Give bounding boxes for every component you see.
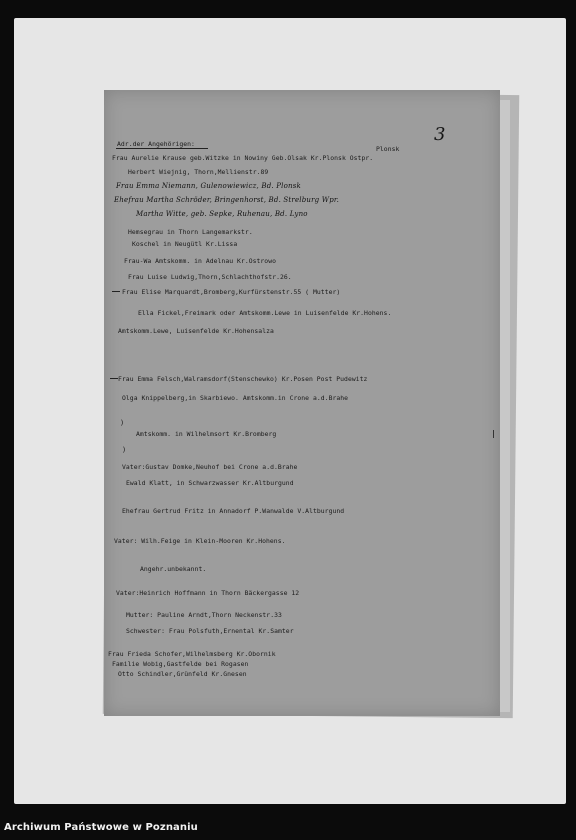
place-line: Plonsk <box>376 145 400 153</box>
header-line: Adr.der Angehörigen: <box>117 140 195 148</box>
bracket-mark: ) <box>122 446 127 454</box>
entry-line: Familie Wobig,Gastfelde bei Rogasen <box>112 660 249 668</box>
entry-line: Ewald Klatt, in Schwarzwasser Kr.Altburgund <box>126 479 294 487</box>
margin-tick <box>493 430 494 438</box>
entry-line: Ehefrau Gertrud Fritz in Annadorf P.Wanwalde V.Altburgund <box>122 507 345 515</box>
entry-line: Hemsegrau in Thorn Langemarkstr. <box>128 228 253 236</box>
entry-line: Vater:Gustav Domke,Neuhof bei Crone a.d.Brahe <box>122 463 298 471</box>
bracket-mark: ) <box>120 419 125 427</box>
margin-dash <box>112 291 120 292</box>
entry-line: Frau Emma Felsch,Walramsdorf(Stenschewko) Kr.Posen Post Pudewitz <box>118 375 368 383</box>
entry-line: Vater:Heinrich Hoffmann in Thorn Bäckergasse 12 <box>116 589 300 597</box>
page-number: 3 <box>434 124 446 145</box>
entry-line: Otto Schindler,Grünfeld Kr.Gnesen <box>118 670 247 678</box>
entry-line: Vater: Wilh.Feige in Klein-Mooren Kr.Hohens. <box>114 537 286 545</box>
entry-line: Frau Elise Marquardt,Bromberg,Kurfürstenstr.55 ( Mutter) <box>122 288 341 296</box>
handwritten-line: Ehefrau Martha Schröder, Bringenhorst, Bd. Strelburg Wpr. <box>114 196 340 204</box>
entry-line: Angehr.unbekannt. <box>140 565 207 573</box>
entry-line: Olga Knippelberg,in Skarbiewo. Amtskomm.in Crone a.d.Brahe <box>122 394 349 402</box>
entry-line: Frau Aurelie Krause geb.Witzke in Nowiny Geb.Olsak Kr.Plonsk Ostpr. <box>112 154 374 162</box>
entry-line: Mutter: Pauline Arndt,Thorn Neckenstr.33 <box>126 611 282 619</box>
entry-line: Ella Fickel,Freimark oder Amtskomm.Lewe in Luisenfelde Kr.Hohens. <box>138 309 392 317</box>
handwritten-line: Frau Emma Niemann, Gulenowiewicz, Bd. Plonsk <box>116 182 301 190</box>
entry-line: Frau Frieda Schofer,Wilhelmsberg Kr.Obornik <box>108 650 276 658</box>
entry-line: Amtskomm. in Wilhelmsort Kr.Bromberg <box>136 430 277 438</box>
entry-line: Amtskomm.Lewe, Luisenfelde Kr.Hohensalza <box>118 327 274 335</box>
entry-line: Schwester: Frau Polsfuth,Ernental Kr.Samter <box>126 627 294 635</box>
archive-footer: Archiwum Państwowe w Poznaniu <box>4 822 198 833</box>
margin-dash <box>110 378 118 379</box>
header-underline <box>116 148 208 149</box>
entry-line: Frau Luise Ludwig,Thorn,Schlachthofstr.26. <box>128 273 292 281</box>
entry-line: Herbert Wiejnig, Thorn,Mellienstr.89 <box>128 168 269 176</box>
entry-line: Koschel in Neugütl Kr.Lissa <box>132 240 238 248</box>
handwritten-line: Martha Witte, geb. Sepke, Ruhenau, Bd. Lyno <box>136 210 308 218</box>
entry-line: Frau-Wa Amtskomm. in Adelnau Kr.Ostrowo <box>124 257 277 265</box>
